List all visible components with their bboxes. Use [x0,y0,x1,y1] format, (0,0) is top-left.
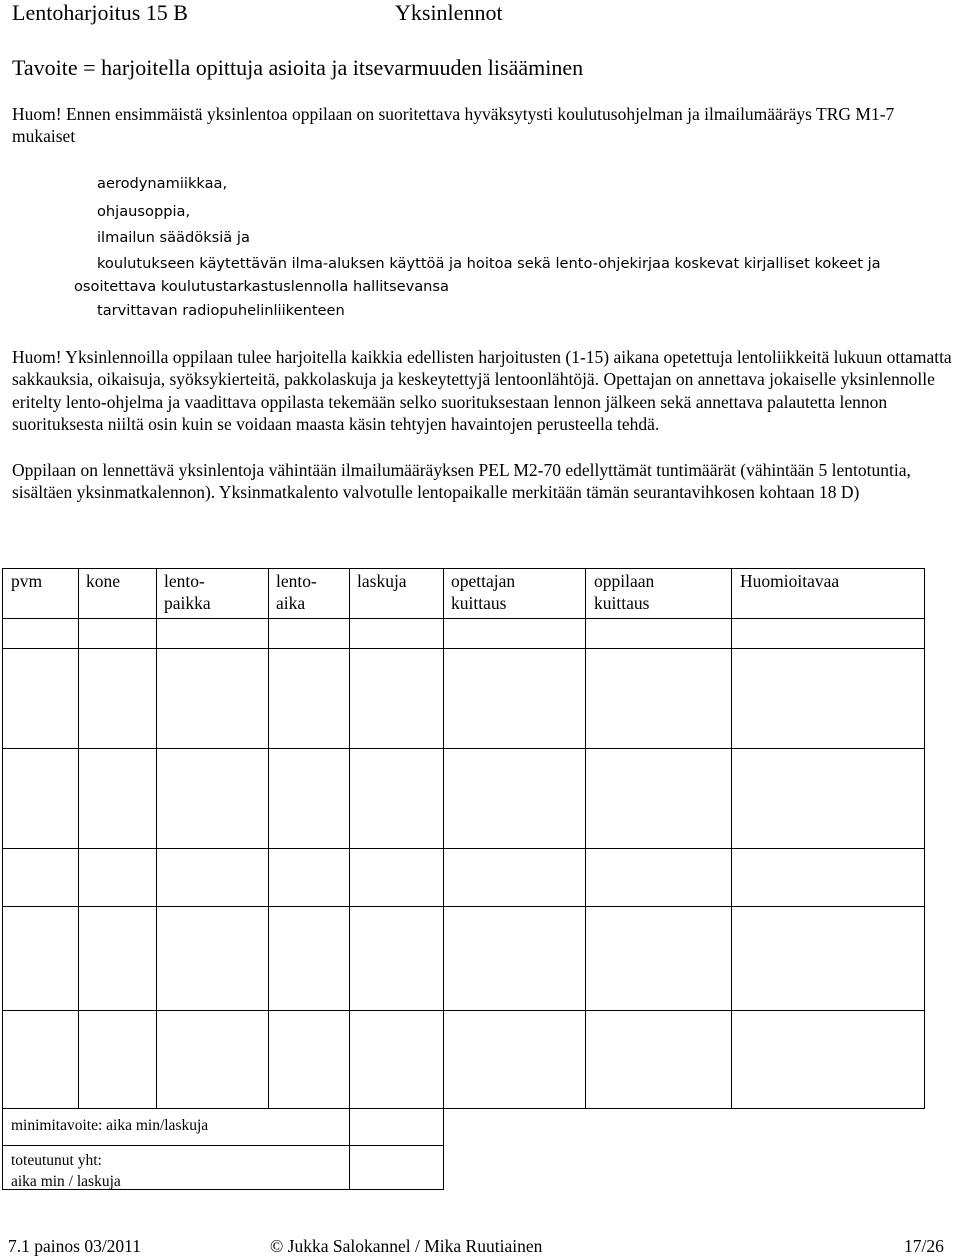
table-column-divider [349,568,350,1190]
requirement-item: aerodynamiikkaa, [97,175,228,192]
column-header-aircraft: kone [86,571,121,591]
min-goal-label: minimitavoite: aika min/laskuja [11,1117,209,1134]
table-row-divider [2,748,924,749]
column-header-date: pvm [11,571,43,591]
table-border [2,568,924,569]
requirement-item: tarvittavan radiopuhelinliikenteen [97,302,345,319]
table-row-divider [2,1010,924,1011]
requirement-item: osoitettava koulutustarkastuslennolla hallitsevansa [74,278,449,295]
footer-edition: 7.1 painos 03/2011 [8,1236,142,1256]
achieved-total-label: toteutunut yht: aika min / laskuja [11,1152,121,1190]
goal-statement: Tavoite = harjoitella opittuja asioita ja itsevarmuuden lisääminen [12,55,584,80]
table-row-divider [2,1108,924,1109]
table-row-divider [2,1145,443,1146]
column-header-flight-time: lento- aika [276,571,317,613]
solo-flight-instructions: Huom! Yksinlennoilla oppilaan tulee harjoitella kaikkia edellisten harjoitusten (1-15) aikana opetettuja lentoliikkeitä lukuun ottamatta sakkauksia, oikaisuja, syöksykierteitä, pakkolaskuja ja keskeytettyjä lentoonlähtöjä. Opettajan on annettava jokaiselle yksinlennolle eritelty lento-ohjelma ja vaadittava oppilasta tekemään selko suorituksestaan lennon jälkeen sekä annettava palautetta lennon suorituksesta niiltä osin kuin se voidaan maasta käsin tehtyjen havaintojen perusteella tehdä. [12,347,952,434]
table-column-divider [268,568,269,1108]
column-header-student-signoff: oppilaan kuittaus [594,571,655,613]
column-header-landings: laskuja [357,571,407,591]
table-row-divider [2,906,924,907]
column-header-instructor-signoff: opettajan kuittaus [451,571,516,613]
column-header-notes: Huomioitavaa [740,571,840,591]
solo-flight-hours-requirement: Oppilaan on lennettävä yksinlentoja vähintään ilmailumääräyksen PEL M2-70 edellyttämät tuntimäärät (vähintään 5 lentotuntia, sisältäen yksinmatkalennon). Yksinmatkalento valvotulle lentopaikalle merkitään tämän seurantavihkosen kohtaan 18 D) [12,460,911,503]
requirement-item: ilmailun säädöksiä ja [97,229,250,246]
table-border [924,568,925,1109]
prerequisite-note: Huom! Ennen ensimmäistä yksinlentoa oppilaan on suoritettava hyväksytysti koulutusohjelman ja ilmailumääräys TRG M1-7 mukaiset [12,104,895,146]
table-row-divider [2,618,924,619]
page-header-title: Lentoharjoitus 15 B [12,0,188,25]
table-column-divider [731,568,732,1108]
table-column-divider [78,568,79,1108]
requirement-item: koulutukseen käytettävän ilma-aluksen käyttöä ja hoitoa sekä lento-ohjekirjaa koskevat kirjalliset kokeet ja [97,255,881,272]
table-column-divider [156,568,157,1108]
column-header-airfield: lento- paikka [164,571,211,613]
table-row-divider [2,648,924,649]
footer-copyright: © Jukka Salokannel / Mika Ruutiainen [270,1236,543,1256]
page-header-subtitle: Yksinlennot [395,0,503,25]
table-row-divider [2,848,924,849]
table-column-divider [585,568,586,1108]
table-column-divider [443,568,444,1190]
footer-page-number: 17/26 [904,1236,944,1256]
table-border [2,568,3,1190]
requirement-item: ohjausoppia, [97,203,191,220]
